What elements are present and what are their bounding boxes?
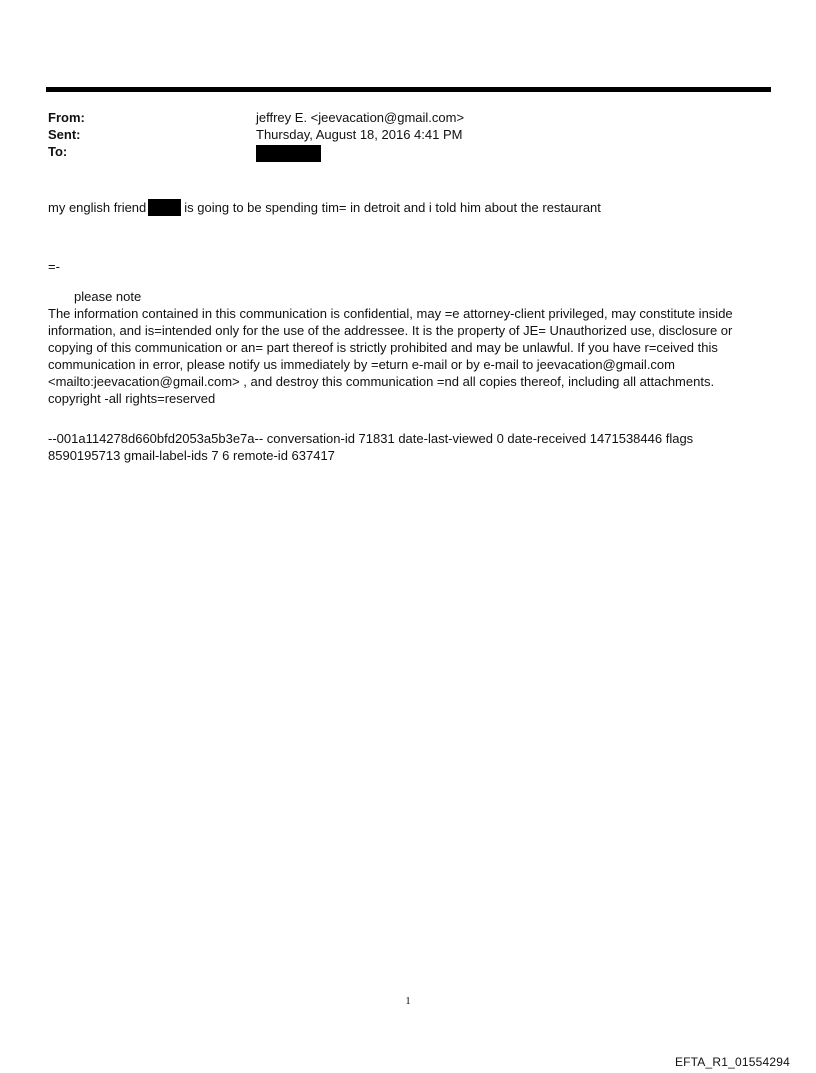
sent-label: Sent: xyxy=(48,127,81,142)
separator-marker: =- xyxy=(48,259,60,274)
to-row xyxy=(48,143,768,160)
please-note-text: please note xyxy=(74,289,142,304)
to-label: To: xyxy=(48,144,68,159)
sent-row xyxy=(48,126,768,143)
confidentiality-notice: The information contained in this communication is confidential, may =e attorney-client privileged, may constitute inside information, and is=intended only for the use of the addressee. It is the property of JE= Unauthorized use, disclosure or copying of this communication or an= part thereof is strictly prohibited and may be unlawful. If you have r=ceived this communication in error, please notify us immediately by =eturn e-mail or by e-mail to jeevacation@gmail.com <mailto:jeevacation@gmail.com> , and destroy this communication =nd all copies thereof, including all attachments. copyright -all rights=reserved xyxy=(48,306,733,406)
name-redaction-box xyxy=(148,199,181,216)
from-value: jeffrey E. <jeevacation@gmail.com> xyxy=(256,110,465,125)
from-label: From: xyxy=(48,110,85,125)
email-header xyxy=(48,109,768,160)
page-number: 1 xyxy=(405,995,411,1007)
document-id: EFTA_R1_01554294 xyxy=(674,1055,790,1069)
from-row xyxy=(48,109,768,126)
header-divider xyxy=(46,87,771,92)
to-redaction-box xyxy=(256,145,321,162)
message-intro xyxy=(48,199,763,217)
intro-text-before: my english friend xyxy=(48,200,147,215)
message-metadata: --001a114278d660bfd2053a5b3e7a-- conversation-id 71831 date-last-viewed 0 date-received 1471538446 flags 8590195713 gmail-label-ids 7 6 remote-id 637417 xyxy=(48,431,694,463)
sent-value: Thursday, August 18, 2016 4:41 PM xyxy=(256,127,463,142)
intro-text-after: is going to be spending tim= in detroit and i told him about the restaurant xyxy=(184,200,601,215)
